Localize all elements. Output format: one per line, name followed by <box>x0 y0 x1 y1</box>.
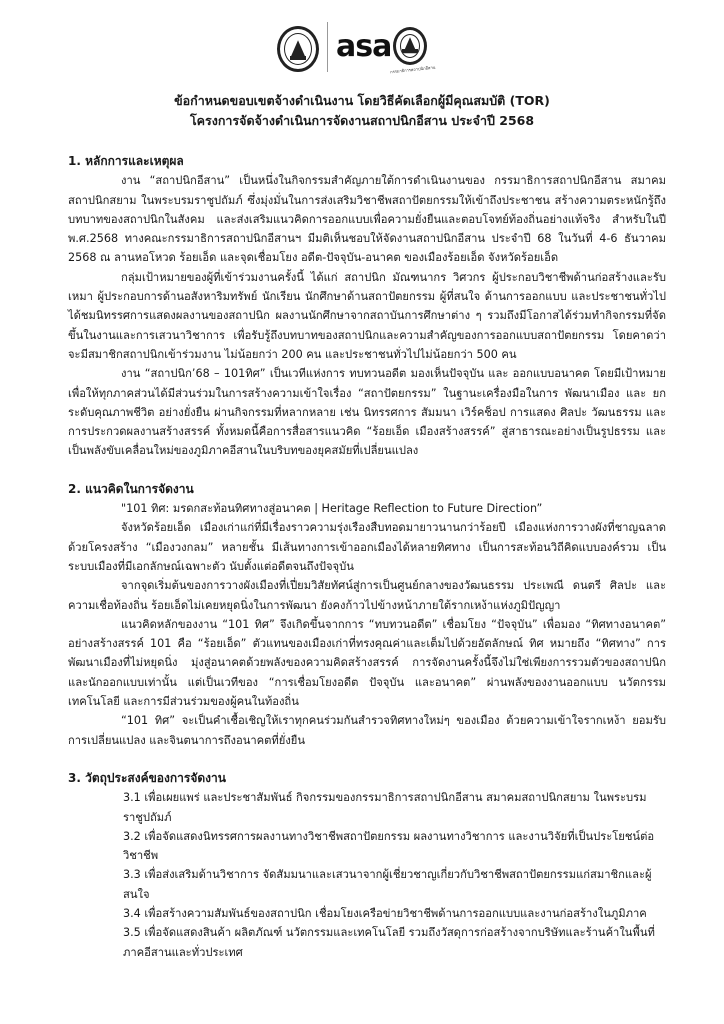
paragraph: งาน “สถาปนิก’68 – 101ทิศ” เป็นเวทีแห่งการ ทบทวนอดีต มองเห็นปัจจุบัน และ ออกแบบอนาคต โดยมีเป้าหมายเพื่อให้ทุกภาคส่วนได้มีส่วนร่วมในการสร้างความเข้าใจเรื่อง “สถาปัตยกรรม” ในฐานะเครื่องมือในการ พัฒนาเมือง และ ยกระดับคุณภาพชีวิต อย่างยั่งยืน ผ่านกิจกรรมที่หลากหลาย เช่น นิทรรศการ สัมมนา เวิร์คช็อป การแสดง ศิลปะ วัฒนธรรม และการประกวดผลงานสร้างสรรค์ ทั้งหมดนี้คือการสื่อสารแนวคิด “ร้อยเอ็ด เมืองสร้างสรรค์” สู่สาธารณะอย่างเป็นรูปธรรม และเป็นพลังขับเคลื่อนใหม่ของภูมิภาคอีสานในบริบทของยุคสมัยที่เปลี่ยนแปลง <box>68 367 666 458</box>
paragraph: จังหวัดร้อยเอ็ด เมืองเก่าแก่ที่มีเรื่องราวความรุ่งเรืองสืบทอดมายาวนานกว่าร้อยปี เมืองแห่งการวางผังที่ชาญฉลาด ด้วยโครงสร้าง “เมืองวงกลม” หลายชั้น มีเส้นทางการเข้าออกเมืองได้หลายทิศทาง เป็นการสะท้อนวิถีคิดแบบองค์รวม เป็นระบบเมืองที่มีเอกลักษณ์เฉพาะตัว นับตั้งแต่อดีตจนถึงปัจจุบัน <box>68 521 666 573</box>
section-gap <box>68 750 666 769</box>
document-subtitle: โครงการจัดจ้างดำเนินการจัดงานสถาปนิกอีสาน ประจำปี 2568 <box>189 113 535 128</box>
paragraph: แนวคิดหลักของงาน “101 ทิศ” จึงเกิดขึ้นจากการ “ทบทวนอดีต” เชื่อมโยง “ปัจจุบัน” เพื่อมอง “ทิศทางอนาคต” อย่างสร้างสรรค์ 101 คือ “ร้อยเอ็ด” ตัวแทนของเมืองเก่าที่ทรงคุณค่าและเต็มไปด้วยอัตลักษณ์ ทิศ หมายถึง “ทิศทาง” การพัฒนาเมืองที่ไม่หยุดนิ่ง มุ่งสู่อนาคตด้วยพลังของความคิดสร้างสรรค์ การจัดงานครั้งนี้จึงไม่ใช่เพียงการรวมตัวของสถาปนิกและนักออกแบบเท่านั้น แต่เป็นเวทีของ “การเชื่อมโยงอดีต ปัจจุบัน และอนาคต” ผ่านพลังของงานออกแบบ นวัตกรรม เทคโนโลยี และการมีส่วนร่วมของผู้คนในท้องถิ่น <box>68 617 666 709</box>
objective-item: 3.1 เพื่อเผยแพร่ และประชาสัมพันธ์ กิจกรรมของกรรมาธิการสถาปนิกอีสาน สมาคมสถาปนิกสยาม ในพระบรมราชูปถัมภ์ <box>123 791 647 824</box>
paragraph: “101 ทิศ” จะเป็นคำเชื้อเชิญให้เราทุกคนร่วมกันสำรวจทิศทางใหม่ๆ ของเมือง ด้วยความเข้าใจรากเหง้า ยอมรับการเปลี่ยนแปลง และจินตนาการถึงอนาคตที่ยั่งยืน <box>68 714 666 747</box>
section-heading: 2. แนวคิดในการจัดงาน <box>68 481 194 496</box>
concept-tagline: "101 ทิศ: มรดกสะท้อนทิศทางสู่อนาคต | Heritage Reflection to Future Direction” <box>121 502 543 516</box>
section-principles <box>68 152 666 461</box>
association-seal-logo <box>277 26 319 72</box>
document-title: ข้อกำหนดขอบเขตจ้างดำเนินงาน โดยวิธีคัดเลือกผู้มีคุณสมบัติ (TOR) <box>174 93 550 108</box>
seal-base-icon <box>290 56 306 60</box>
section-heading: 1. หลักการและเหตุผล <box>68 154 184 168</box>
logo-divider <box>327 22 328 72</box>
section-objectives <box>68 769 666 962</box>
objective-item: 3.3 เพื่อส่งเสริมด้านวิชาการ จัดสัมมนาและเสวนาจากผู้เชี่ยวชาญเกี่ยวกับวิชาชีพสถาปัตยกรรมแก่สมาชิกและผู้สนใจ <box>123 868 652 901</box>
isan-committee-seal-logo <box>393 27 427 65</box>
seal-base-icon <box>402 49 418 53</box>
header-logos <box>0 22 724 78</box>
paragraph: จากจุดเริ่มต้นของการวางผังเมืองที่เปี่ยมวิสัยทัศน์สู่การเป็นศูนย์กลางของวัฒนธรรม ประเพณี ดนตรี ศิลปะ และความเชื่อท้องถิ่น ร้อยเอ็ดไม่เคยหยุดนิ่งในการพัฒนา ยังคงก้าวไปข้างหน้าภายใต้รากเหง้าแห่งภูมิปัญญา <box>68 579 666 612</box>
document-body <box>68 152 666 962</box>
asa-logo: asa <box>336 29 392 64</box>
section-gap <box>68 461 666 480</box>
objective-item: 3.4 เพื่อสร้างความสัมพันธ์ของสถาปนิก เชื่อมโยงเครือข่ายวิชาชีพด้านการออกแบบและงานก่อสร้างในภูมิภาค <box>123 906 647 920</box>
objective-item: 3.5 เพื่อจัดแสดงสินค้า ผลิตภัณฑ์ นวัตกรรมและเทคโนโลยี รวมถึงวัสดุการก่อสร้างจากบริษัทและร้านค้าในพื้นที่ภาคอีสานและทั่วประเทศ <box>123 926 655 959</box>
paragraph: งาน “สถาปนิกอีสาน” เป็นหนึ่งในกิจกรรมสำคัญภายใต้การดำเนินงานของ กรรมาธิการสถาปนิกอีสาน สมาคมสถาปนิกสยาม ในพระบรมราชูปถัมภ์ ซึ่งมุ่งมั่นในการส่งเสริมวิชาชีพสถาปัตยกรรมให้เข้าถึงประชาชน สร้างความตระหนักรู้ถึงบทบาทของสถาปนิกในสังคม และส่งเสริมแนวคิดการออกแบบเพื่อความยั่งยืนและตอบโจทย์ท้องถิ่นอย่างแท้จริง สำหรับในปี พ.ศ.2568 ทางคณะกรรมาธิการสถาปนิกอีสานฯ มีมติเห็นชอบให้จัดงานสถาปนิกอีสาน ประจำปี 68 ในวันที่ 4-6 ธันวาคม 2568 ณ ลานหอโหวด ร้อยเอ็ด และจุดเชื่อมโยง อดีต-ปัจจุบัน-อนาคต ของเมืองร้อยเอ็ด จังหวัดร้อยเอ็ด <box>68 174 666 265</box>
paragraph: กลุ่มเป้าหมายของผู้ที่เข้าร่วมงานครั้งนี้ ได้แก่ สถาปนิก มัณฑนากร วิศวกร ผู้ประกอบวิชาชีพด้านก่อสร้างและรับเหมา ผู้ประกอบการด้านอสังหาริมทรัพย์ นักเรียน นักศึกษาด้านสถาปัตยกรรม ผู้ที่สนใจ ด้านการออกแบบ และประชาชนทั่วไป ได้ชมนิทรรศการแสดงผลงานของสถาปนิก ผลงานนักศึกษาจากสถาบันการศึกษาต่าง ๆ รวมถึงมีโอกาสได้ร่วมทำกิจกรรมที่จัดขึ้นในงานและการเสวนาวิชาการ เพื่อรับรู้ถึงบทบาทของสถาปนิกและความสำคัญของการออกแบบสถาปัตยกรรม โดยคาดว่าจะมีสมาชิกสถาปนิกเข้าร่วมงาน ไม่น้อยกว่า 200 คน และประชาชนทั่วไปไม่น้อยกว่า 500 คน <box>68 270 666 361</box>
section-heading: 3. วัตถุประสงค์ของการจัดงาน <box>68 770 226 785</box>
seal-emblem-icon <box>291 40 305 56</box>
seal-caption: กรรมาธิการสถาปนิกอีสาน <box>389 64 436 75</box>
section-concept <box>68 480 666 750</box>
objective-item: 3.2 เพื่อจัดแสดงนิทรรศการผลงานทางวิชาชีพสถาปัตยกรรม ผลงานทางวิชาการ และงานวิจัยที่เป็นประโยชน์ต่อวิชาชีพ <box>123 829 655 863</box>
